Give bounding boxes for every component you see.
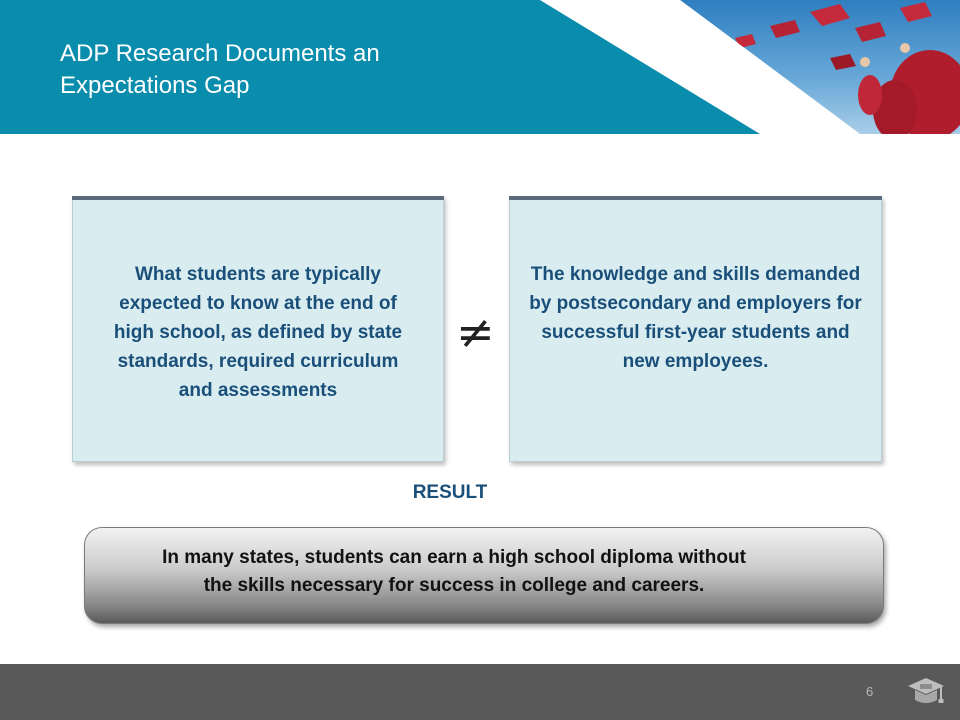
not-equal-sign: ≠	[456, 305, 495, 359]
expected-knowledge-box	[72, 196, 444, 462]
demanded-skills-text: The knowledge and skills demanded by postsecondary and employers for successful first-year students and new employees.	[529, 264, 862, 372]
graduation-cap-icon	[904, 672, 948, 717]
slide-title: ADP Research Documents an Expectations Gap	[60, 40, 380, 99]
result-box	[84, 527, 884, 624]
header-banner	[0, 0, 960, 134]
footer-bar	[0, 664, 960, 720]
result-text: In many states, students can earn a high school diploma without the skills necessary for success in college and careers.	[162, 546, 746, 596]
expected-knowledge-text: What students are typically expected to know at the end of high school, as defined by state standards, required curriculum and assessments	[113, 263, 403, 401]
result-label: RESULT	[412, 482, 488, 503]
page-number: 6	[866, 684, 874, 699]
demanded-skills-box	[509, 196, 882, 462]
